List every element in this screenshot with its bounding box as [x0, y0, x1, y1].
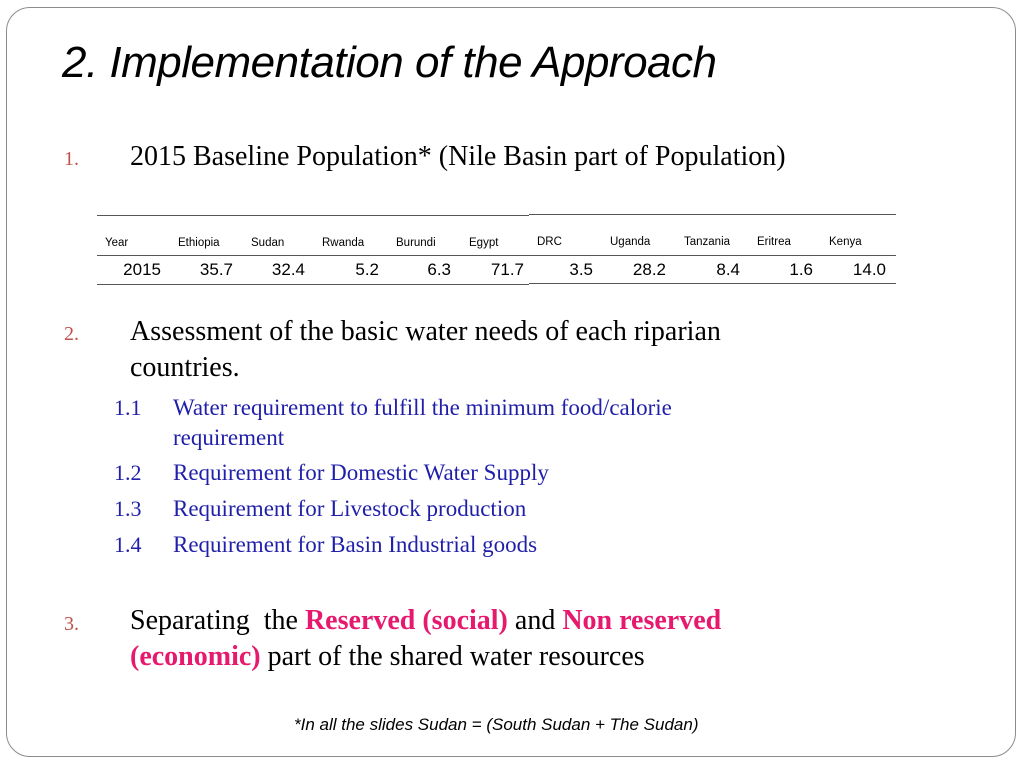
- table-cell: 32.4: [271, 260, 305, 279]
- table-header-cell: Sudan: [251, 237, 285, 249]
- subitem-text: Requirement for Basin Industrial goods: [173, 532, 538, 557]
- item-1-text: 2015 Baseline Population* (Nile Basin part of Population): [130, 141, 786, 172]
- table-cell: 6.3: [427, 260, 451, 279]
- table-header-cell: Tanzania: [684, 236, 731, 248]
- subitem-text: Requirement for Domestic Water Supply: [173, 460, 549, 485]
- item-3-text-c: part of the shared water resources: [260, 641, 645, 672]
- subitem-text-continued: requirement: [173, 425, 285, 450]
- population-table-left: [97, 215, 529, 287]
- non-reserved-highlight: Non reserved: [562, 605, 722, 636]
- table-bottom-rule: [529, 283, 896, 284]
- table-header-cell: DRC: [537, 236, 562, 248]
- item-3-text-a: Separating the: [130, 605, 305, 636]
- table-header-cell: Egypt: [469, 237, 499, 249]
- item-2-number: 2.: [64, 323, 79, 345]
- item-2-text-line2: countries.: [130, 352, 240, 383]
- table-header-cell: Year: [105, 237, 129, 249]
- table-cell: 28.2: [632, 260, 666, 279]
- subitem-text: Water requirement to fulfill the minimum food/calorie: [173, 395, 672, 420]
- table-cell: 2015: [123, 260, 161, 279]
- table-cell: 71.7: [490, 260, 524, 279]
- table-header-cell: Kenya: [829, 236, 862, 248]
- subitem-number: 1.1: [114, 395, 142, 420]
- item-3-text-line2: [130, 639, 645, 675]
- economic-highlight: (economic): [130, 641, 261, 672]
- subitem-number: 1.4: [114, 532, 142, 557]
- slide-title: 2. Implementation of the Approach: [62, 38, 717, 87]
- table-cell: 8.4: [716, 260, 740, 279]
- table-header-cell: Uganda: [610, 236, 651, 248]
- table-header-rule: [97, 255, 529, 256]
- population-table-right: [529, 214, 896, 286]
- table-cell: 5.2: [355, 260, 379, 279]
- item-3-text-b: and: [507, 605, 563, 636]
- item-3-text-line1: [130, 603, 721, 639]
- table-header-rule: [529, 255, 896, 256]
- item-1-number: 1.: [64, 148, 79, 170]
- subitem-number: 1.3: [114, 496, 142, 521]
- table-cell: 1.6: [789, 260, 813, 279]
- table-header-cell: Ethiopia: [178, 237, 220, 249]
- table-header-cell: Burundi: [396, 237, 436, 249]
- table-header-cell: Rwanda: [322, 237, 365, 249]
- table-bottom-rule: [97, 284, 529, 285]
- item-2-text-line1: Assessment of the basic water needs of each riparian: [130, 316, 721, 347]
- footnote: *In all the slides Sudan = (South Sudan + The Sudan): [294, 715, 699, 734]
- table-top-rule: [97, 215, 529, 216]
- reserved-social-highlight: Reserved (social): [304, 605, 508, 636]
- table-cell: 14.0: [852, 260, 886, 279]
- table-header-cell: Eritrea: [757, 236, 791, 248]
- subitem-text: Requirement for Livestock production: [173, 496, 527, 521]
- item-3-number: 3.: [64, 613, 79, 635]
- subitem-number: 1.2: [114, 460, 142, 485]
- table-cell: 3.5: [569, 260, 593, 279]
- table-cell: 35.7: [199, 260, 233, 279]
- table-top-rule: [529, 214, 896, 215]
